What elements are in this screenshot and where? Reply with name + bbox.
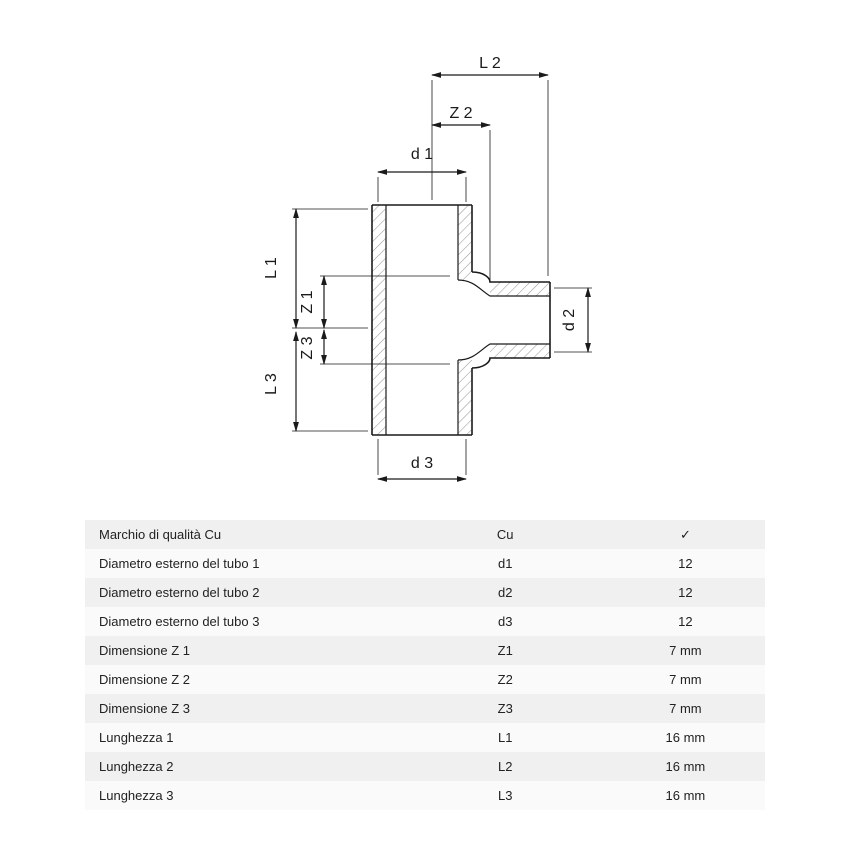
row-symbol: Z3	[405, 694, 606, 723]
row-value: 16 mm	[606, 781, 765, 810]
table-row	[85, 549, 765, 578]
row-value: 16 mm	[606, 752, 765, 781]
label-z3: Z 3	[299, 336, 316, 360]
dimension-d3	[378, 439, 466, 479]
row-label: Dimensione Z 2	[85, 665, 405, 694]
row-label: Dimensione Z 1	[85, 636, 405, 665]
row-label: Dimensione Z 3	[85, 694, 405, 723]
row-value: 7 mm	[606, 694, 765, 723]
label-d3: d 3	[410, 455, 434, 472]
row-label: Marchio di qualità Cu	[85, 520, 405, 549]
label-l2: L 2	[479, 55, 501, 72]
row-label: Lunghezza 2	[85, 752, 405, 781]
row-symbol: L1	[405, 723, 606, 752]
label-d2: d 2	[561, 308, 578, 332]
row-symbol: Cu	[405, 520, 606, 549]
row-value: ✓	[606, 520, 765, 549]
table-row	[85, 723, 765, 752]
table-row	[85, 607, 765, 636]
table-row	[85, 752, 765, 781]
row-value: 16 mm	[606, 723, 765, 752]
row-label: Diametro esterno del tubo 3	[85, 607, 405, 636]
table-row	[85, 781, 765, 810]
dimension-d1	[378, 146, 466, 202]
row-symbol: Z1	[405, 636, 606, 665]
row-value: 12	[606, 607, 765, 636]
fitting-body	[372, 205, 550, 435]
row-label: Lunghezza 3	[85, 781, 405, 810]
row-value: 12	[606, 549, 765, 578]
table-row	[85, 694, 765, 723]
dimension-d2	[554, 288, 592, 352]
row-label: Lunghezza 1	[85, 723, 405, 752]
row-symbol: L2	[405, 752, 606, 781]
row-value: 7 mm	[606, 636, 765, 665]
row-symbol: L3	[405, 781, 606, 810]
row-symbol: Z2	[405, 665, 606, 694]
table-row	[85, 665, 765, 694]
table-row	[85, 578, 765, 607]
label-z2: Z 2	[449, 105, 473, 122]
row-symbol: d3	[405, 607, 606, 636]
row-symbol: d1	[405, 549, 606, 578]
label-d1: d 1	[410, 146, 434, 163]
row-value: 12	[606, 578, 765, 607]
row-value: 7 mm	[606, 665, 765, 694]
row-label: Diametro esterno del tubo 2	[85, 578, 405, 607]
specification-table	[85, 520, 765, 810]
label-z1: Z 1	[299, 290, 316, 314]
label-l1: L 1	[263, 257, 280, 279]
row-label: Diametro esterno del tubo 1	[85, 549, 405, 578]
label-l3: L 3	[263, 373, 280, 395]
table-row	[85, 520, 765, 549]
row-symbol: d2	[405, 578, 606, 607]
table-row	[85, 636, 765, 665]
specification-table-body	[85, 520, 765, 810]
